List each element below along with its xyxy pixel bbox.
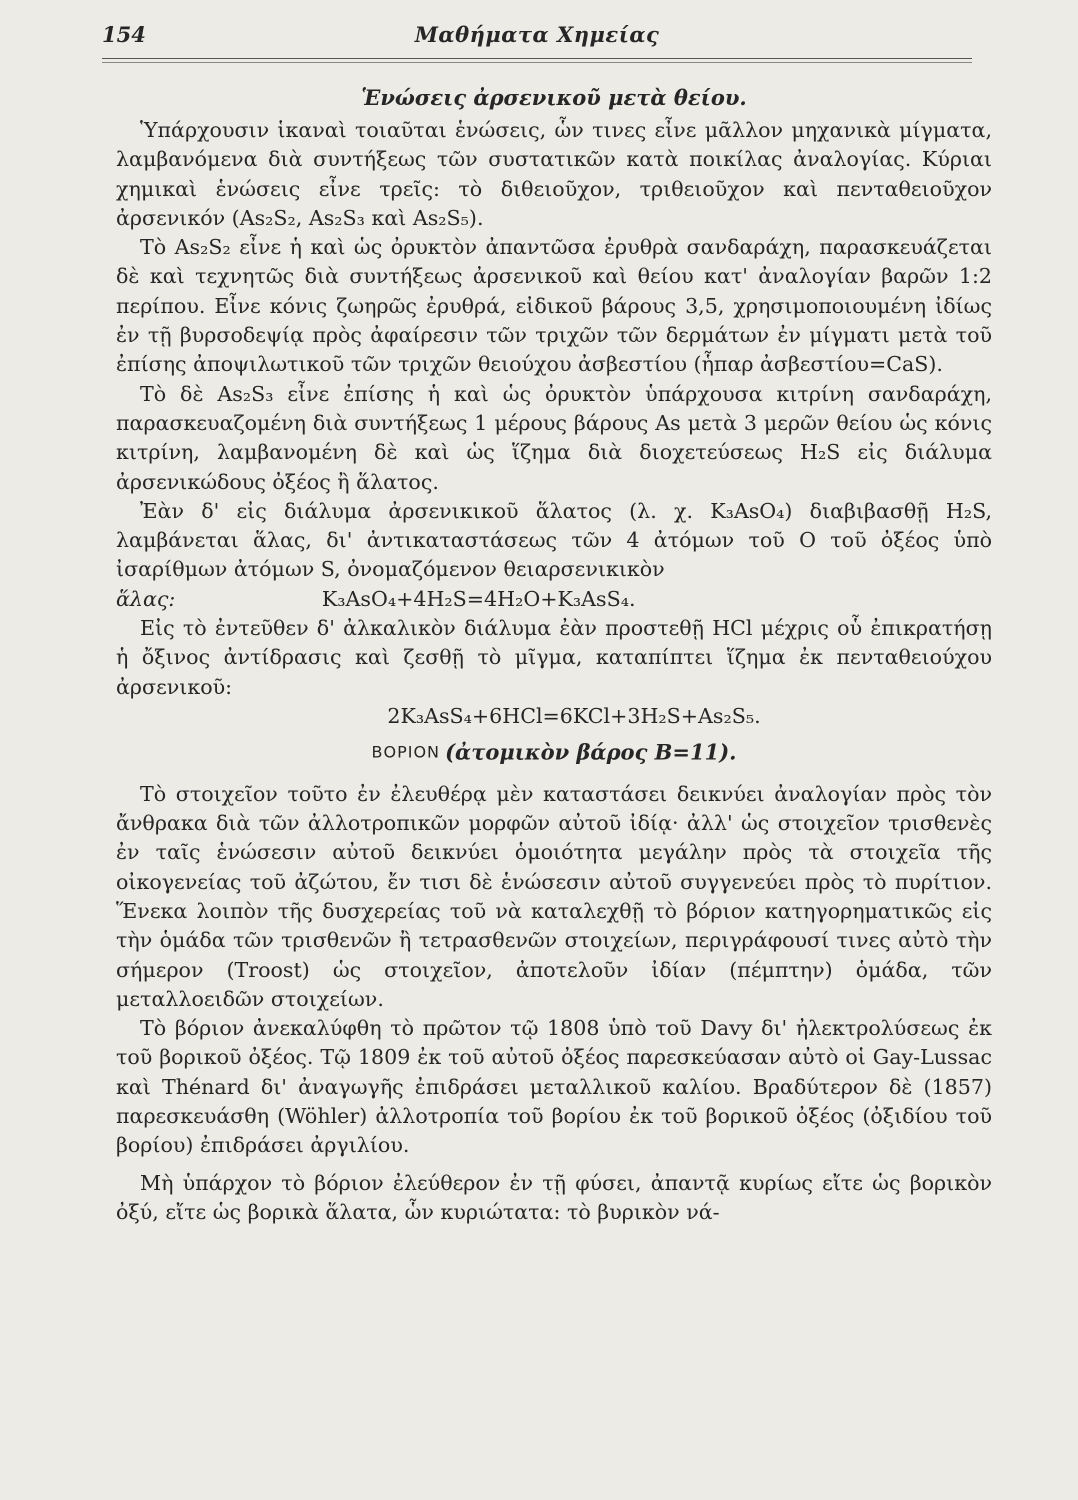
paragraph-6: Τὸ στοιχεῖον τοῦτο ἐν ἐλευθέρᾳ μὲν καταστάσει δεικνύει ἀναλογίαν πρὸς τὸν ἄνθρακα διὰ τῶν ἀλλοτροπικῶν μορφῶν αὐτοῦ ἰδίᾳ· ἀλλ' ὡς στοιχεῖον τρισθενὲς ἐν ταῖς ἑνώσεσιν αὐτοῦ δεικνύει ὁμοιότητα μεγάλην πρὸς τὰ στοιχεῖα τῆς οἰκογενείας τοῦ ἀζώτου, ἔν τισι δὲ ἑνώσεσιν αὐτοῦ συγγενεύει πρὸς τὸ πυρίτιον. Ἕνεκα λοιπὸν τῆς δυσχερείας τοῦ νὰ καταλεχθῇ τὸ βόριον κατηγορηματικῶς εἰς τὴν ὁμάδα τῶν τρισθενῶν ἢ τετρασθενῶν στοιχείων, περιγράφουσί τινες αὐτὸ τὴν σήμερον (Troost) ὡς στοιχεῖον, ἀποτελοῦν ἰδίαν (πέμπτην) ὁμάδα, τῶν μεταλλοειδῶν στοιχείων. bbox=[116, 781, 992, 1011]
equation-1-label: ἅλας: bbox=[116, 586, 176, 611]
paragraph-1: Ὑπάρχουσιν ἱκαναὶ τοιαῦται ἑνώσεις, ὧν τινες εἶνε μᾶλλον μηχανικὰ μίγματα, λαμβανόμενα διὰ συντήξεως τῶν συστατικῶν κατὰ ποικίλας ἀναλογίας. Κύριαι χημικαὶ ἑνώσεις εἶνε τρεῖς: τὸ διθειοῦχον, τριθειοῦχον καὶ πενταθειοῦχον ἀρσενικόν (As₂S₂, As₂S₃ καὶ As₂S₅). bbox=[116, 118, 992, 230]
paragraph-4: Ἐὰν δ' εἰς διάλυμα ἀρσενικικοῦ ἅλατος (λ. χ. K₃AsO₄) διαβιβασθῇ H₂S, λαμβάνεται ἅλας, δι' ἀντικαταστάσεως τῶν 4 ἀτόμων τοῦ O τοῦ ὀξέος ὑπὸ ἰσαρίθμων ἀτόμων S, ὀνομαζόμενον θειαρσενικικὸν bbox=[116, 498, 992, 582]
page-number: 154 bbox=[102, 22, 146, 47]
paragraph-8: Μὴ ὑπάρχον τὸ βόριον ἐλεύθερον ἐν τῇ φύσει, ἀπαντᾷ κυρίως εἴτε ὡς βορικὸν ὀξύ, εἴτε ὡς βορικὰ ἅλατα, ὧν κυριώτατα: τὸ βυρικὸν νά- bbox=[116, 1170, 992, 1224]
running-title: Μαθήματα Χημείας bbox=[414, 22, 660, 47]
paragraph-2: Τὸ As₂S₂ εἶνε ἡ καὶ ὡς ὀρυκτὸν ἀπαντῶσα ἐρυθρὰ σανδαράχη, παρασκευάζεται δὲ καὶ τεχνητῶς διὰ συντήξεως ἀρσενικοῦ καὶ θείου κατ' ἀναλογίαν βαρῶν 1:2 περίπου. Εἶνε κόνις ζωηρῶς ἐρυθρά, εἰδικοῦ βάρους 3,5, χρησιμοποιουμένη ἰδίως ἐν τῇ βυρσοδεψίᾳ πρὸς ἀφαίρεσιν τῶν τριχῶν τῶν δερμάτων ἐν μίγματι μετὰ τοῦ ἐπίσης ἀποψιλωτικοῦ τῶν τριχῶν θειούχου ἀσβεστίου (ἧπαρ ἀσβεστίου=CaS). bbox=[116, 235, 992, 377]
section-heading-arsenic-sulfur: Ἑνώσεις ἀρσενικοῦ μετὰ θείου. bbox=[361, 85, 747, 110]
equation-1: K₃AsO₄+4H₂S=4H₂O+K₃AsS₄. bbox=[321, 586, 636, 611]
page-header bbox=[102, 18, 972, 74]
boron-heading bbox=[116, 735, 992, 770]
paragraph-gap bbox=[116, 1161, 992, 1169]
boron-atomic-weight: (ἀτομικὸν βάρος B=11). bbox=[445, 739, 737, 765]
boron-name: ΒΟΡΙΟΝ bbox=[371, 742, 440, 762]
equation-2: 2K₃AsS₄+6HCl=6KCl+3H₂S+As₂S₅. bbox=[387, 703, 761, 728]
paragraph-5: Εἰς τὸ ἐντεῦθεν δ' ἀλκαλικὸν διάλυμα ἐὰν προστεθῇ HCl μέχρις οὗ ἐπικρατήσῃ ἡ ὄξινος ἀντίδρασις καὶ ζεσθῇ τὸ μῖγμα, καταπίπτει ἵζημα ἐκ πενταθειούχου ἀρσενικοῦ: bbox=[116, 616, 992, 699]
paragraph-7: Τὸ βόριον ἀνεκαλύφθη τὸ πρῶτον τῷ 1808 ὑπὸ τοῦ Davy δι' ἠλεκτρολύσεως ἐκ τοῦ βορικοῦ ὀξέος. Τῷ 1809 ἐκ τοῦ αὐτοῦ ὀξέος παρεσκεύασαν αὐτὸ οἱ Gay-Lussac καὶ Thénard δι' ἀναγωγῆς ἐπιδράσει μεταλλικοῦ καλίου. Βραδύτερον δὲ (1857) παρεσκευάσθη (Wöhler) ἀλλοτροπία τοῦ βορίου ἐκ τοῦ βορικοῦ ὀξέος (ὀξιδίου τοῦ βορίου) ἐπιδράσει ἀργιλίου. bbox=[116, 1016, 992, 1158]
equation-1-line bbox=[116, 585, 992, 614]
header-rule bbox=[102, 58, 972, 69]
page-body bbox=[116, 80, 992, 1227]
paragraph-3: Τὸ δὲ As₂S₃ εἶνε ἐπίσης ἡ καὶ ὡς ὀρυκτὸν ὑπάρχουσα κιτρίνη σανδαράχη, παρασκευαζομένη διὰ συντήξεως 1 μέρους βάρους As μετὰ 3 μερῶν θείου ὡς κόνις κιτρίνη, λαμβανομένη δὲ καὶ ὡς ἵζημα διὰ διοχετεύσεως H₂S εἰς διάλυμα ἀρσενικώδους ὀξέος ἢ ἅλατος. bbox=[116, 381, 992, 494]
